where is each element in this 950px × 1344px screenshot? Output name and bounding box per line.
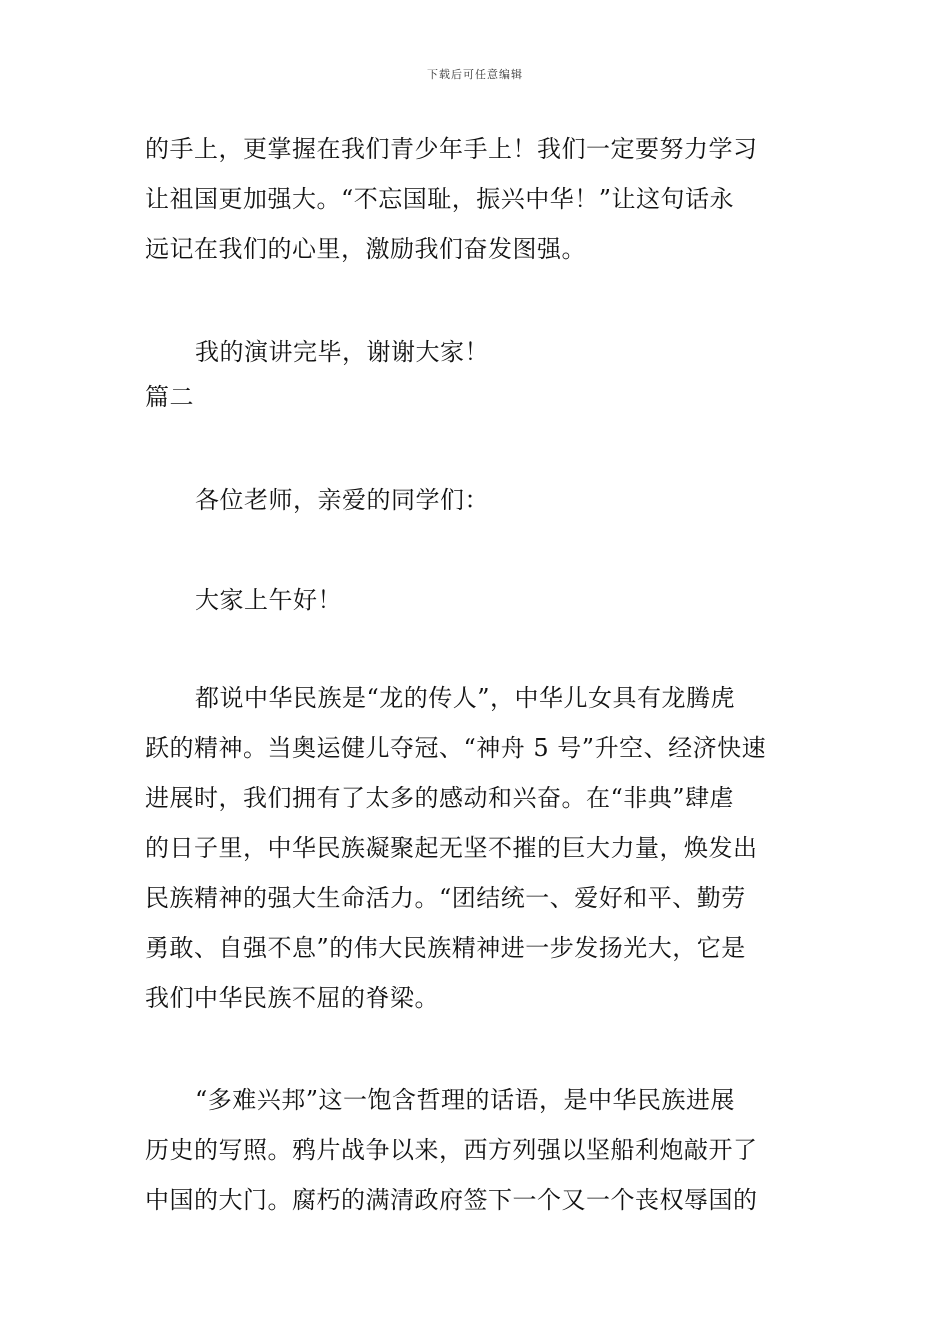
salutation: 各位老师，亲爱的同学们： <box>195 486 489 514</box>
greeting: 大家上午好！ <box>195 586 342 614</box>
closing-line: 我的演讲完毕，谢谢大家！ <box>195 338 489 366</box>
body-line: 历史的写照。鸦片战争以来，西方列强以坚船利炮敲开了 <box>145 1136 758 1164</box>
body-line: 我们中华民族不屈的脊梁。 <box>145 984 439 1012</box>
body-line: “多难兴邦”这一饱含哲理的话语，是中华民族进展 <box>195 1086 736 1114</box>
body-line: 远记在我们的心里，激励我们奋发图强。 <box>145 235 586 263</box>
body-line: 中国的大门。腐朽的满清政府签下一个又一个丧权辱国的 <box>145 1186 758 1214</box>
section-title: 篇二 <box>145 383 194 411</box>
body-line: 勇敢、自强不息”的伟大民族精神进一步发扬光大，它是 <box>145 934 746 962</box>
body-line: 进展时，我们拥有了太多的感动和兴奋。在“非典”肆虐 <box>145 784 735 812</box>
body-line: 跃的精神。当奥运健儿夺冠、“神舟 5 号”升空、经济快速 <box>145 734 767 762</box>
body-line: 让祖国更加强大。“不忘国耻，振兴中华！”让这句话永 <box>145 185 735 213</box>
body-line: 的手上，更掌握在我们青少年手上！我们一定要努力学习 <box>145 135 758 163</box>
body-line: 的日子里，中华民族凝聚起无坚不摧的巨大力量，焕发出 <box>145 834 758 862</box>
body-line: 民族精神的强大生命活力。“团结统一、爱好和平、勤劳 <box>145 884 746 912</box>
page-header: 下载后可任意编辑 <box>427 68 523 81</box>
body-line: 都说中华民族是“龙的传人”，中华儿女具有龙腾虎 <box>195 684 736 712</box>
